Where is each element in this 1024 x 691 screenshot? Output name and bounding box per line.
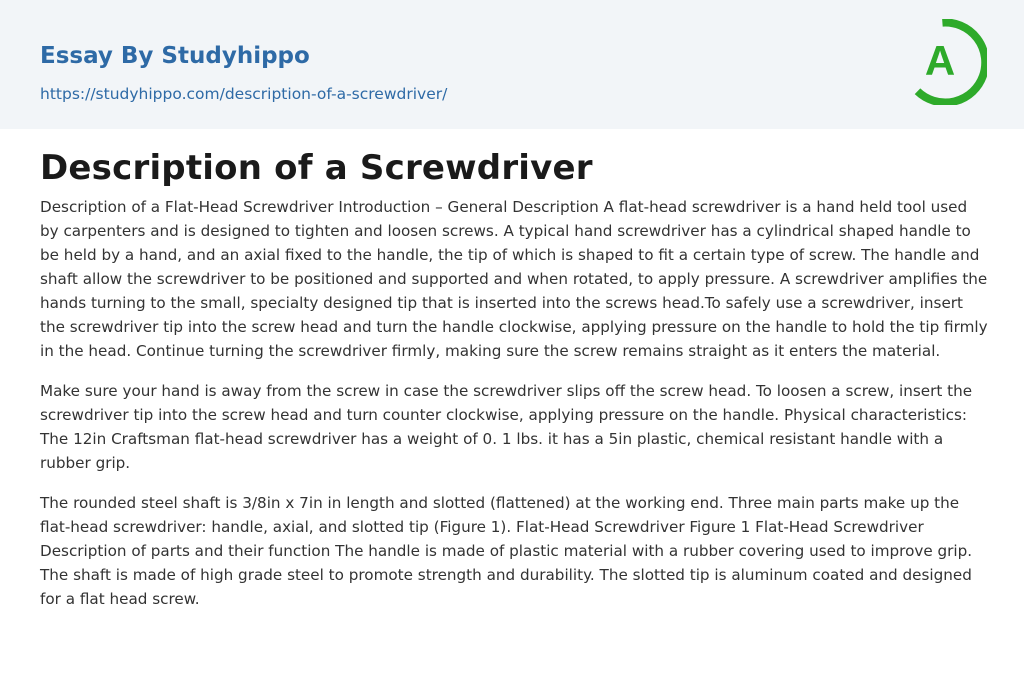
- studyhippo-logo-icon[interactable]: [911, 19, 987, 105]
- brand-title[interactable]: Essay By Studyhippo: [40, 43, 310, 69]
- page-title: Description of a Screwdriver: [40, 148, 593, 188]
- article-url-link[interactable]: https://studyhippo.com/description-of-a-screwdriver/: [40, 85, 448, 103]
- site-header: [0, 0, 1024, 129]
- logo-letter: A: [924, 37, 956, 84]
- article-content: [40, 143, 988, 627]
- article-paragraph-1: Description of a Flat-Head Screwdriver Introduction – General Description A flat-head screwdriver is a hand held tool used by carpenters and is designed to tighten and loosen screws. A typical hand screwdriver has a cylindrical shaped handle to be held by a hand, and an axial fixed to the handle, the tip of which is shaped to fit a certain type of screw. The handle and shaft allow the screwdriver to be positioned and supported and when rotated, to apply pressure. A screwdriver amplifies the hands turning to the small, specialty designed tip that is inserted into the screws head.To safely use a screwdriver, insert the screwdriver tip into the screw head and turn the handle clockwise, applying pressure on the handle to hold the tip firmly in the head. Continue turning the screwdriver firmly, making sure the screw remains straight as it enters the material.: [40, 198, 988, 360]
- article-paragraph-2: Make sure your hand is away from the screw in case the screwdriver slips off the screw head. To loosen a screw, insert the screwdriver tip into the screw head and turn counter clockwise, applying pressure on the handle. Physical characteristics: The 12in Craftsman flat-head screwdriver has a weight of 0. 1 lbs. it has a 5in plastic, chemical resistant handle with a rubber grip.: [40, 382, 973, 472]
- article-paragraph-3: The rounded steel shaft is 3/8in x 7in in length and slotted (flattened) at the working end. Three main parts make up the flat-head screwdriver: handle, axial, and slotted tip (Figure 1). Flat-Head Screwdriver Figure 1 Flat-Head Screwdriver Description of parts and their function The handle is made of plastic material with a rubber covering used to improve grip. The shaft is made of high grade steel to promote strength and durability. The slotted tip is aluminum coated and designed for a flat head screw.: [40, 494, 973, 608]
